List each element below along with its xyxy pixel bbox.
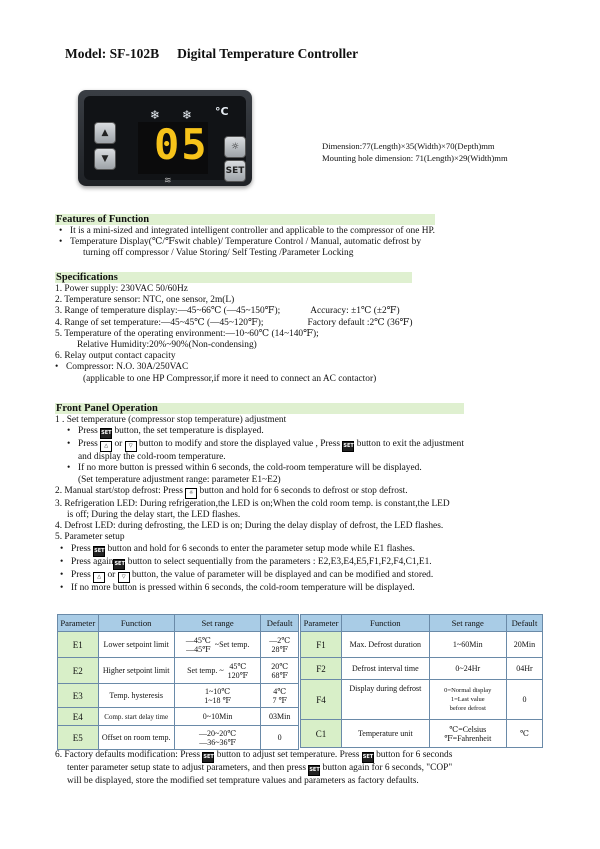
specifications-heading: Specifications [55, 272, 412, 283]
param-range: 0~10Min [174, 708, 260, 726]
down-arrow-icon: ▼ [101, 154, 109, 164]
param-default: 4℃ 7 ℉ [261, 684, 299, 708]
param-range: 0~24Hr [429, 658, 506, 680]
table-header [58, 615, 299, 632]
feature-line: • Temperature Display(℃/℉swit chable)/ Temperature Control / Manual, automatic defrost by [59, 237, 422, 248]
page-title [65, 46, 358, 62]
model-label: Model: SF-102B [65, 46, 160, 61]
param-function: Defrost interval time [342, 658, 430, 680]
param-function: Comp. start delay time [98, 708, 174, 726]
param-default: 03Min [261, 708, 299, 726]
table-row [58, 726, 299, 750]
table-row [58, 632, 299, 658]
spec-line: • Compressor: N.O. 30A/250VAC [55, 362, 189, 373]
specifications-section [55, 272, 412, 385]
table-row [301, 632, 543, 658]
param-range: ℃=Celsius ℉=Fahrenheit [429, 720, 506, 748]
param-code: F2 [301, 658, 342, 680]
mounting-hole-text: Mounting hole dimension: 71(Length)×29(Width)mm [322, 152, 508, 163]
set-key-icon: SET [202, 752, 214, 763]
logo-icon: ≋ [164, 176, 172, 186]
spec-line: 1. Power supply: 230VAC 50/60Hz [55, 284, 188, 294]
parameter-table-right [300, 614, 543, 748]
down-button[interactable] [94, 148, 116, 170]
panel-line: and display the cold-room temperature. [78, 452, 226, 463]
param-range: 0=Normal display 1=Last value before defrost [429, 680, 506, 720]
table-row [301, 658, 543, 680]
param-default: 20℃ 68℉ [261, 658, 299, 684]
dimension-text: Dimension:77(Length)×35(Width)×70(Depth)mm [322, 141, 495, 151]
spec-line: 2. Temperature sensor: NTC, one sensor, 2m(L) [55, 295, 235, 306]
panel-line: • If no more button is pressed within 6 seconds, the cold-room temperature will be displayed. [60, 582, 415, 593]
parameter-table-left [57, 614, 299, 750]
down-key-icon: ▽ [125, 441, 137, 452]
param-default: 0 [506, 680, 542, 720]
panel-line: • Press △ or ▽ button, the value of parameter will be displayed and can be modified and stored. [55, 570, 464, 583]
param-range: —20~20℃ —36~36℉ [174, 726, 260, 750]
panel-line: • Press SET button and hold for 6 seconds to enter the parameter setup mode while E1 flashes. [55, 544, 464, 557]
param-function: Temp. hysteresis [98, 684, 174, 708]
param-function: Temperature unit [342, 720, 430, 748]
param-default: 0 [261, 726, 299, 750]
table-row [58, 708, 299, 726]
param-default: —2℃ 28℉ [261, 632, 299, 658]
header-cell: Parameter [58, 615, 99, 632]
set-key-icon: SET [100, 428, 112, 439]
param-range: 1~10℃ 1~18 ℉ [174, 684, 260, 708]
up-key-icon: △ [93, 572, 105, 583]
set-key-icon: SET [113, 559, 125, 570]
param-function: Max. Defrost duration [342, 632, 430, 658]
table-header [301, 615, 543, 632]
temperature-display: 05 [154, 120, 209, 169]
param-code: E3 [58, 684, 99, 708]
param-code: C1 [301, 720, 342, 748]
param-code: E4 [58, 708, 99, 726]
panel-line: 3. Refrigeration LED: During refrigeration,the LED is on;When the cold room temp. is constant,the LED [55, 498, 450, 509]
param-default: 04Hr [506, 658, 542, 680]
param-function: Display during defrost [342, 680, 430, 720]
panel-line: • Press SET button, the set temperature is displayed. [55, 426, 464, 439]
header-cell: Default [261, 615, 299, 632]
snowflake-icon: ❄ [150, 108, 161, 122]
param-range: 1~60Min [429, 632, 506, 658]
panel-line: (Set temperature adjustment range: parameter E1~E2) [78, 474, 281, 485]
factory-defaults-section [55, 750, 452, 787]
defrost-button[interactable] [224, 136, 246, 158]
param-code: F1 [301, 632, 342, 658]
param-default: 20Min [506, 632, 542, 658]
spec-line: 5. Temperature of the operating environment:—10~60℃ (14~140℉); [55, 328, 319, 339]
up-key-icon: △ [100, 441, 112, 452]
param-function: Lower setpoint limit [98, 632, 174, 658]
header-cell: Parameter [301, 615, 342, 632]
table-row [58, 684, 299, 708]
features-heading: Features of Function [55, 214, 435, 225]
panel-line: is off; During the delay start, the LED flashes. [67, 510, 241, 521]
table-row [58, 658, 299, 684]
snowflake-icon: ❄ [182, 108, 193, 122]
param-default: ℃ [506, 720, 542, 748]
product-name: Digital Temperature Controller [177, 46, 359, 61]
spec-line: Relative Humidity:20%~90%(Non-condensing) [77, 340, 257, 351]
param-range: Set temp. ~ 45℃ 120℉ [174, 658, 260, 684]
param-code: E1 [58, 632, 99, 658]
header-cell: Function [98, 615, 174, 632]
set-button[interactable]: SET [224, 160, 246, 182]
param-range: —45℃ —45℉ ~Set temp. [174, 632, 260, 658]
front-panel-heading: Front Panel Operation [55, 403, 464, 414]
defrost-key-icon: ☼ [185, 488, 197, 499]
factory-line: will be displayed, store the modified set temprature values and parameters as factory defaults. [67, 776, 419, 786]
set-key-icon: SET [362, 752, 374, 763]
spec-line: (applicable to one HP Compressor,if more it need to connect an AC contactor) [83, 373, 377, 384]
defrost-icon: ☼ [230, 142, 240, 152]
header-cell: Set range [174, 615, 260, 632]
param-function: Offset on room temp. [98, 726, 174, 750]
param-function: Higher setpoint limit [98, 658, 174, 684]
set-key-icon: SET [342, 441, 354, 452]
up-arrow-icon: ▲ [101, 128, 109, 138]
spec-line: 4. Range of set temperature:—45~45℃ (—45~120℉); Factory default :2℃ (36℉) [55, 317, 413, 328]
set-key-icon: SET [93, 546, 105, 557]
param-code: E2 [58, 658, 99, 684]
panel-line: 4. Defrost LED: during defrosting, the LED is on; During the delay display of defrost, the LED flashes. [55, 521, 444, 532]
up-button[interactable] [94, 122, 116, 144]
panel-line: • If no more button is pressed within 6 seconds, the cold-room temperature will be displayed. [67, 463, 422, 474]
panel-line: • Press △ or ▽ button to modify and store the displayed value , Press SET button to exit the adjustment [55, 439, 464, 452]
param-code: F4 [301, 680, 342, 720]
table-row [301, 720, 543, 748]
panel-line: 1 . Set temperature (compressor stop temperature) adjustment [55, 415, 287, 425]
header-cell: Set range [429, 615, 506, 632]
front-panel-section [55, 403, 464, 594]
factory-line: 6. Factory defaults modification: Press SET button to adjust set temperature. Press SET button for 6 seconds [55, 750, 452, 763]
panel-line: • Press againSET button to select sequentially from the parameters : E2,E3,E4,E5,F1,F2,F4,C1,E1. [55, 557, 464, 570]
feature-line: • It is a mini-sized and integrated intelligent controller and applicable to the compressor of one HP. [59, 226, 435, 236]
factory-line: tenter parameter setup state to adjust parameters, and then press SET button again for 6 seconds, "COP" [55, 763, 452, 776]
feature-line: turning off compressor / Value Storing/ Self Testing /Parameter Locking [83, 248, 354, 259]
header-cell: Function [342, 615, 430, 632]
dimensions [322, 141, 508, 164]
panel-line: 5. Parameter setup [55, 532, 125, 543]
panel-line: 2. Manual start/stop defrost: Press ☼ button and hold for 6 seconds to defrost or stop defrost. [55, 486, 464, 499]
down-key-icon: ▽ [118, 572, 130, 583]
set-key-icon: SET [308, 765, 320, 776]
header-cell: Default [506, 615, 542, 632]
spec-line: 6. Relay output contact capacity [55, 351, 176, 362]
param-code: E5 [58, 726, 99, 750]
unit-indicator: °C [215, 105, 229, 118]
device-image [78, 80, 252, 192]
table-row [301, 680, 543, 720]
spec-line: 3. Range of temperature display:—45~66℃ (—45~150℉); Accuracy: ±1℃ (±2℉) [55, 306, 400, 317]
features-section [55, 214, 435, 260]
